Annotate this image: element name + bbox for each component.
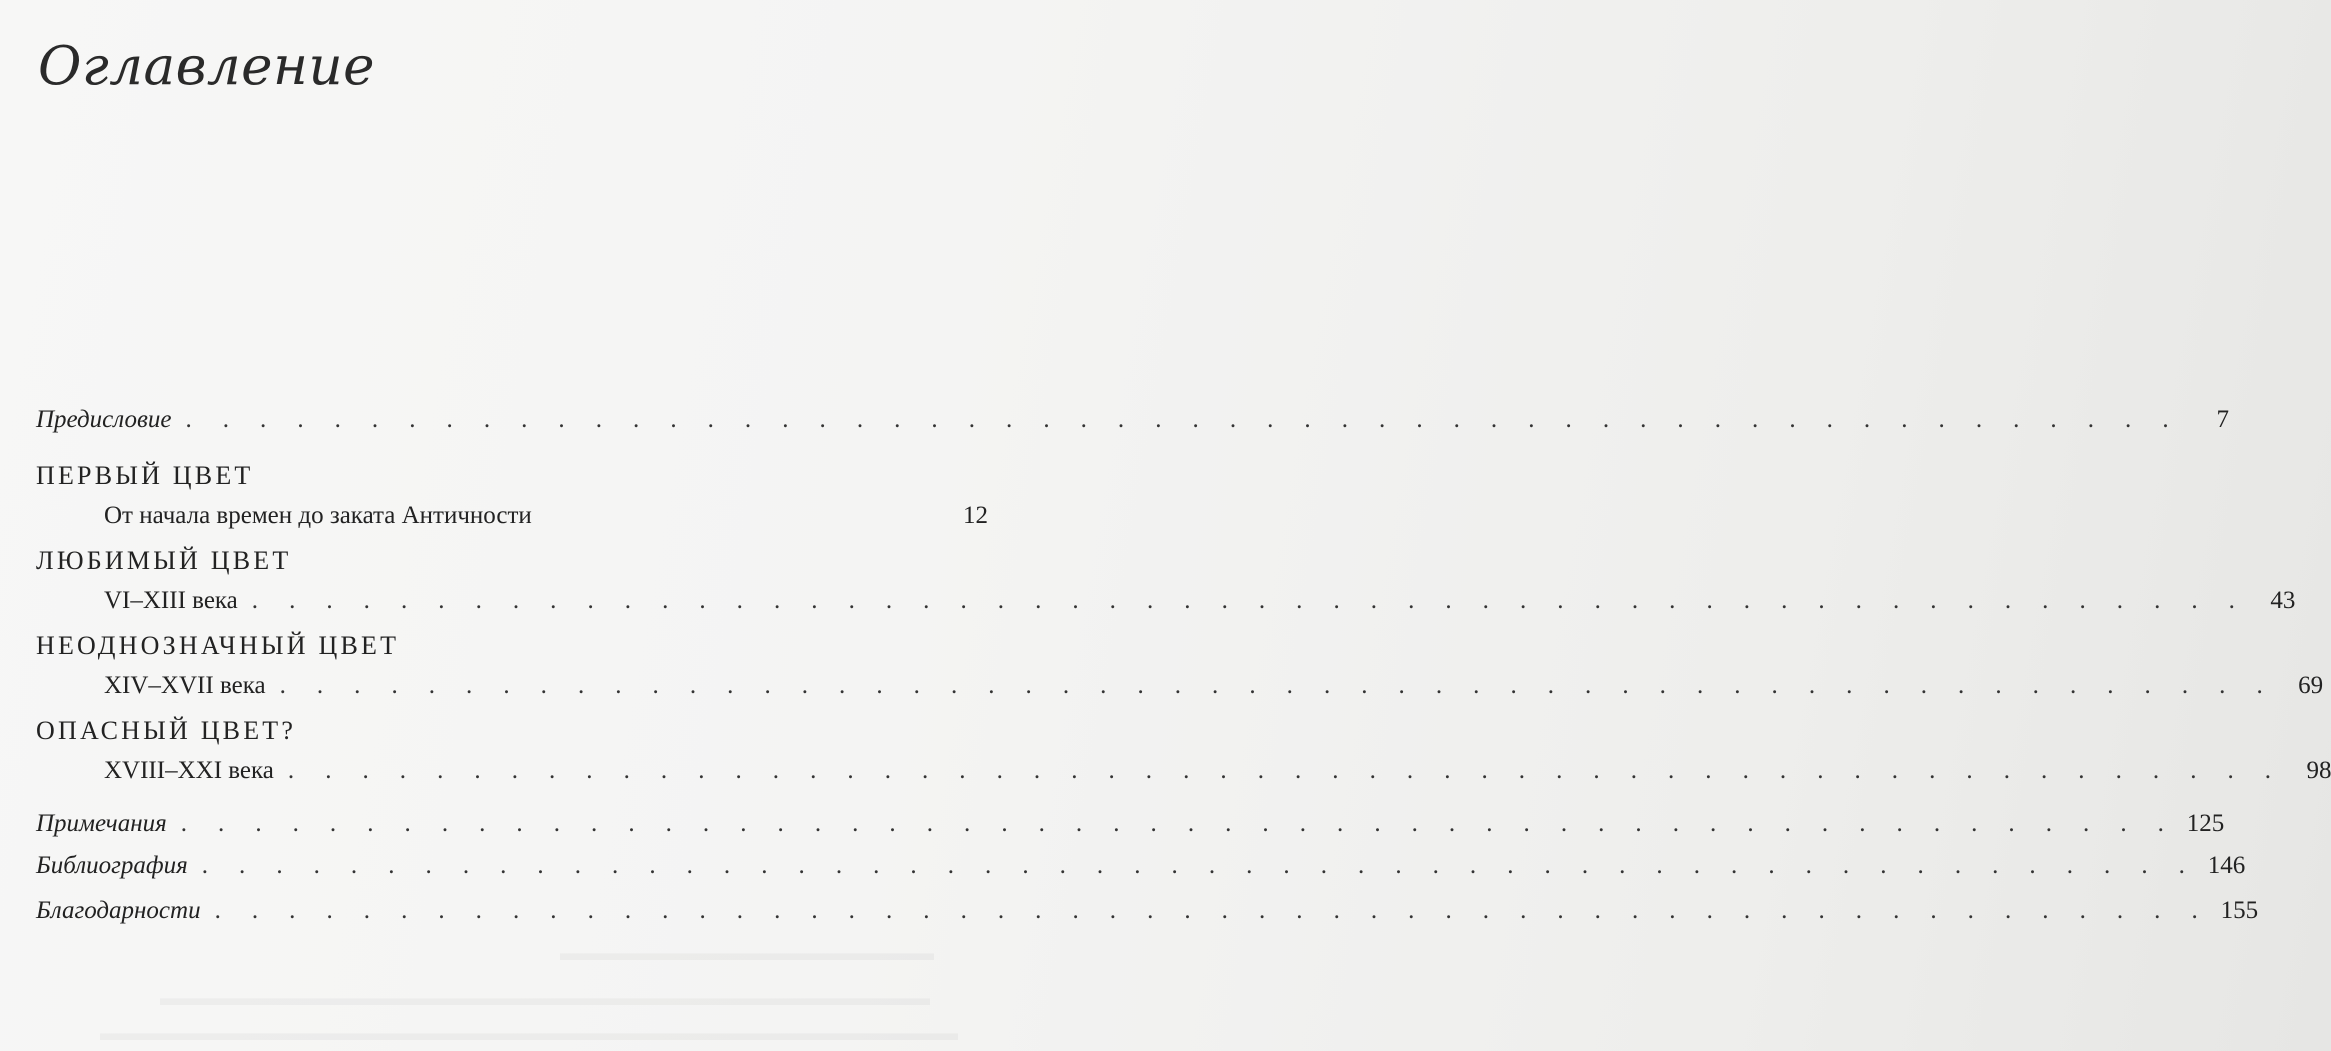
toc-entry-preface[interactable] [36,406,2229,434]
dot-leader: . . . . . . . . . . . . . . . . . . . . . . . . . . . . . . . . . . . . . . . . . . . . . . . . . . . . . . [185,406,2181,433]
dot-leader: . . . . . . . . . . . . . . . . . . . . . . . . . . . . . . . . . . . . . . . . . . . . . . . . . . . . . . [251,587,2248,614]
toc-entry-part3[interactable] [104,672,2324,700]
toc-entry-label: XVIII–XXI века [104,757,274,784]
toc-page-number: 7 [2216,406,2229,433]
show-through-decor [100,1020,958,1046]
show-through-decor [560,940,934,966]
toc-part-title: НЕОДНОЗНАЧНЫЙ ЦВЕТ [36,631,400,660]
dot-leader: . . . . . . . . . . . . . . . . . . . . . . . . . . . . . . . . . . . . . . . . . . . . . . . . . . . . . . [201,852,2198,879]
dot-leader: . . . . . . . . . . . . . . . . . . . . . . . . . . . . . . . . . . . . . . . . . . . . . . . . . . . . . . [180,810,2177,837]
toc-entry-label: Библиография [36,852,188,879]
toc-part-title: ПЕРВЫЙ ЦВЕТ [36,461,254,490]
toc-part-title: ЛЮБИМЫЙ ЦВЕТ [36,546,292,575]
toc-entry-label: Предисловие [36,406,172,433]
toc-entry-acknowledgements[interactable] [36,897,2259,925]
toc-page-number: 146 [2207,852,2246,879]
toc-page-number: 98 [2306,757,2331,784]
toc-entry-notes[interactable] [36,810,2225,838]
toc-page-number: 155 [2220,897,2259,924]
dot-leader: . . . . . . . . . . . . . . . . . . . . . . . . . . . . . . . . . . . . . . . . . . . . . . . . . . . . . . [287,757,2284,784]
toc-entry-label: XIV–XVII века [104,672,266,699]
dot-leader: . . . . . . . . . . . . . . . . . . . . . . . . . . . . . . . . . . . . . . . . . . . . . . . . . . . . . . [279,672,2276,699]
toc-part-title: ОПАСНЫЙ ЦВЕТ? [36,716,297,745]
toc-page-number: 12 [963,502,988,529]
toc-entry-label: Примечания [36,810,167,837]
toc-entry-label: VI–XIII века [104,587,238,614]
page-title: Оглавление [38,36,375,97]
toc-entry-label: Благодарности [36,897,201,924]
toc-entry-part2[interactable] [104,587,2296,615]
toc-entry-part4[interactable] [104,757,2331,785]
show-through-decor [160,985,930,1011]
toc-entry-bibliography[interactable] [36,852,2246,880]
toc-page-number: 69 [2298,672,2324,699]
toc-page-number: 43 [2270,587,2296,614]
dot-leader: . . . . . . . . . . . . . . . . . . . . . . . . . . . . . . . . . . . . . . . . . . . . . . . . . . . . . . [214,897,2211,924]
toc-page-number: 125 [2186,810,2225,837]
toc-entry-part1[interactable] [104,502,988,530]
toc-entry-label: От начала времен до заката Античности [104,502,532,529]
